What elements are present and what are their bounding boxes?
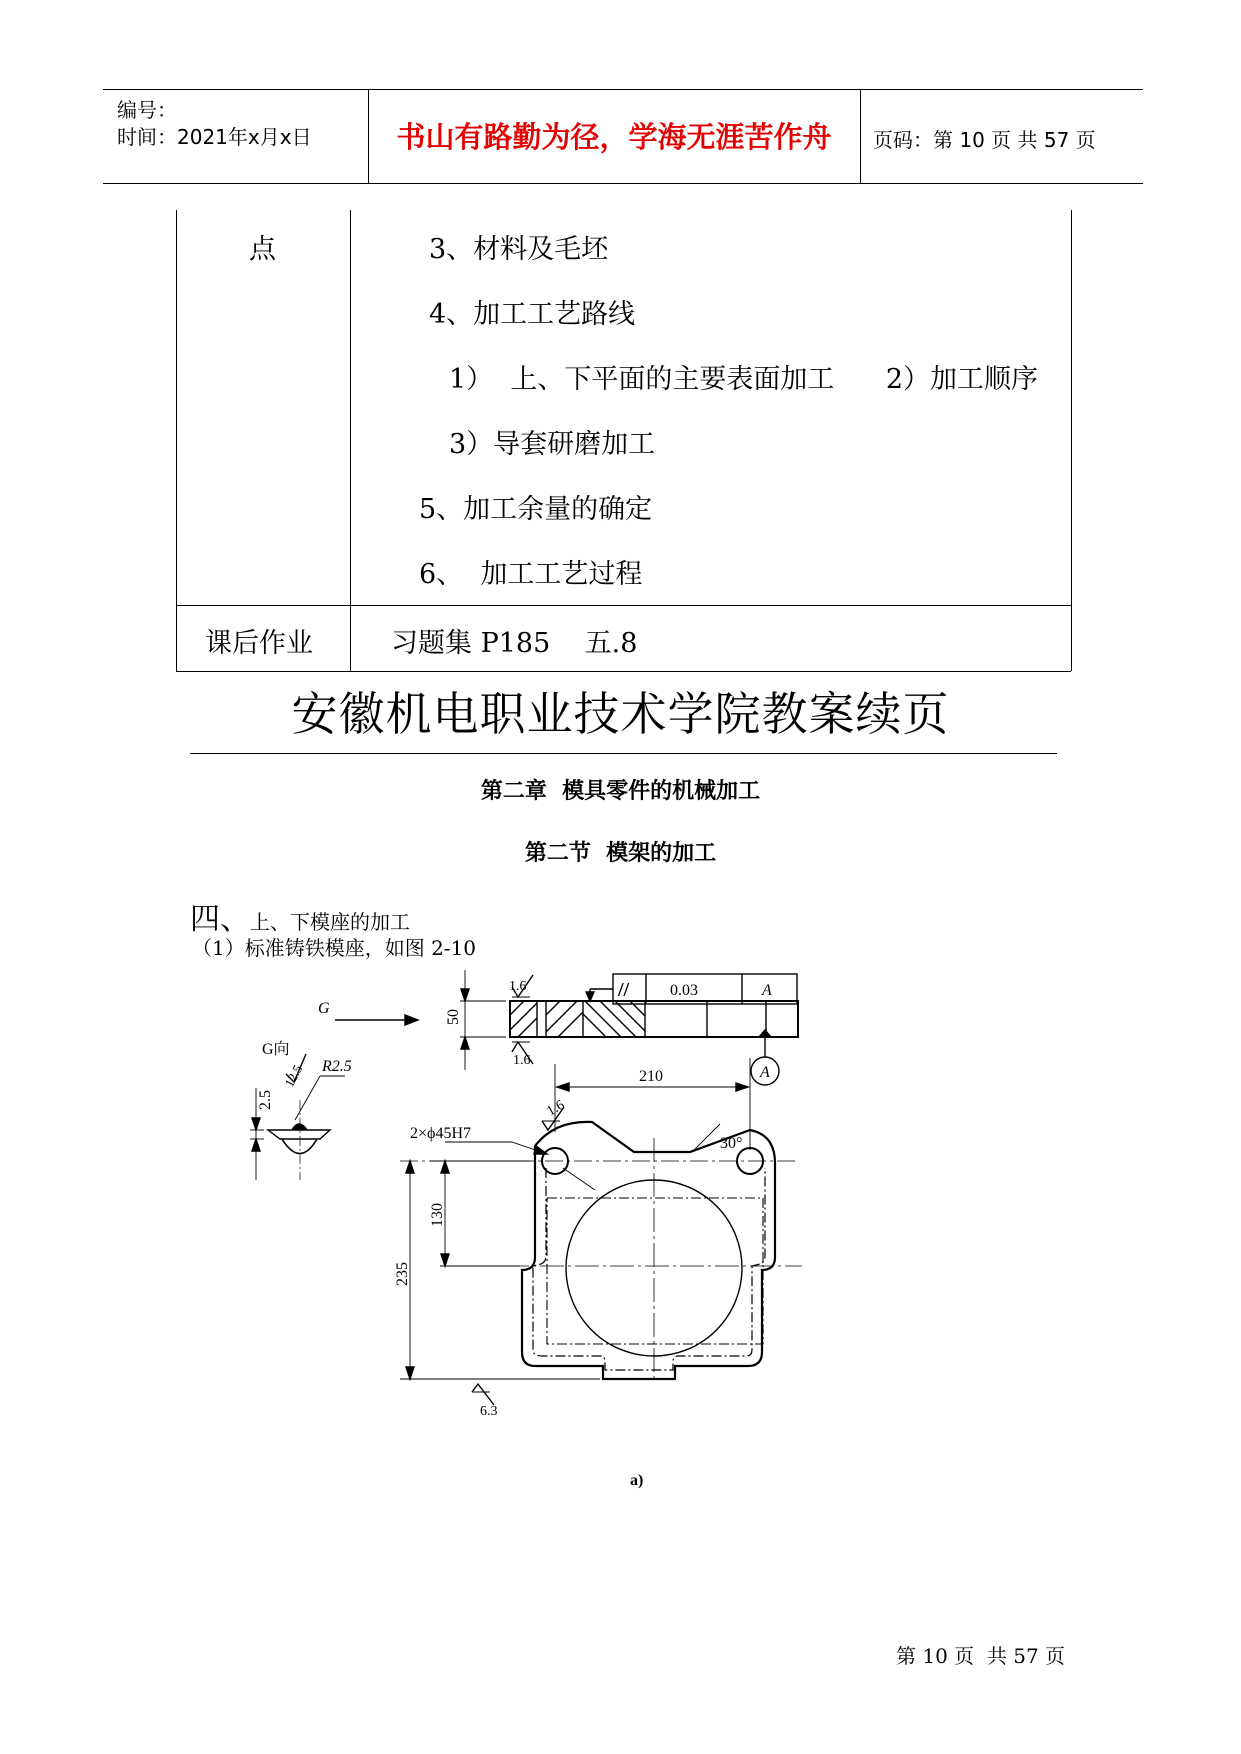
outline-item: 6、 加工工艺过程 xyxy=(419,559,643,590)
homework-value: 习题集 P185 五.8 xyxy=(391,628,638,659)
section4-text: 上、下模座的加工 xyxy=(250,910,410,934)
view-arrow-label: G xyxy=(318,1000,330,1017)
tolerance-symbol: // xyxy=(618,979,630,1001)
header-top-rule xyxy=(103,89,1143,90)
detail-roughness: 12.5 xyxy=(281,1062,306,1090)
roughness-hole: 1.6 xyxy=(544,1097,568,1120)
angle-label: 30° xyxy=(720,1135,743,1152)
mold-base-drawing xyxy=(250,970,810,1490)
table-border-bottom xyxy=(176,671,1071,672)
roughness-bottom: 1.6 xyxy=(513,1053,531,1068)
table-column-divider xyxy=(350,210,351,671)
detail-dim: 2.5 xyxy=(257,1090,274,1110)
table-row-divider xyxy=(176,605,1071,606)
dim-hole-spacing: 210 xyxy=(639,1068,663,1085)
title-rule xyxy=(190,753,1057,754)
table-border-left xyxy=(176,210,177,671)
tolerance-datum: A xyxy=(762,982,772,999)
header-divider xyxy=(860,89,861,183)
header-motto: 书山有路勤为径，学海无涯苦作舟 xyxy=(396,120,832,154)
header-time-label: 时间：2021年x月x日 xyxy=(117,125,312,149)
hole-spec: 2×ϕ45H7 xyxy=(410,1125,471,1142)
dim-235: 235 xyxy=(394,1262,411,1286)
page-footer: 第 10 页 共 57 页 xyxy=(896,1644,1066,1668)
outline-item: 4、加工工艺路线 xyxy=(429,299,636,330)
datum-label: A xyxy=(760,1064,770,1081)
view-direction-label: G向 xyxy=(262,1041,290,1058)
figure-caption: a) xyxy=(630,1472,644,1489)
dim-thickness: 50 xyxy=(445,1009,462,1025)
chapter-heading: 第二章 模具零件的机械加工 xyxy=(480,779,761,804)
homework-label: 课后作业 xyxy=(205,628,313,659)
section4-number: 四、 xyxy=(190,902,250,937)
table-border-right xyxy=(1071,210,1072,671)
outline-item: 3）导套研磨加工 xyxy=(449,429,656,460)
detail-radius: R2.5 xyxy=(322,1058,352,1075)
roughness-top: 1.6 xyxy=(509,979,527,994)
section-heading: 第二节 模架的加工 xyxy=(524,841,717,866)
document-title: 安徽机电职业技术学院教案续页 xyxy=(291,687,950,741)
outline-item: 5、加工余量的确定 xyxy=(419,494,653,525)
header-page-code: 页码：第 10 页 共 57 页 xyxy=(873,128,1096,152)
roughness-base: 6.3 xyxy=(480,1404,498,1419)
outline-item: 1） 上、下平面的主要表面加工 2）加工顺序 xyxy=(449,364,1039,395)
tolerance-value: 0.03 xyxy=(670,982,698,999)
dim-130: 130 xyxy=(429,1203,446,1227)
header-bottom-rule xyxy=(103,183,1143,184)
outline-item: 3、材料及毛坯 xyxy=(429,234,609,265)
header-number-label: 编号： xyxy=(117,98,177,122)
subsection-text: （1）标准铸铁模座，如图 2-10 xyxy=(192,936,477,960)
outline-left-label: 点 xyxy=(249,234,276,265)
